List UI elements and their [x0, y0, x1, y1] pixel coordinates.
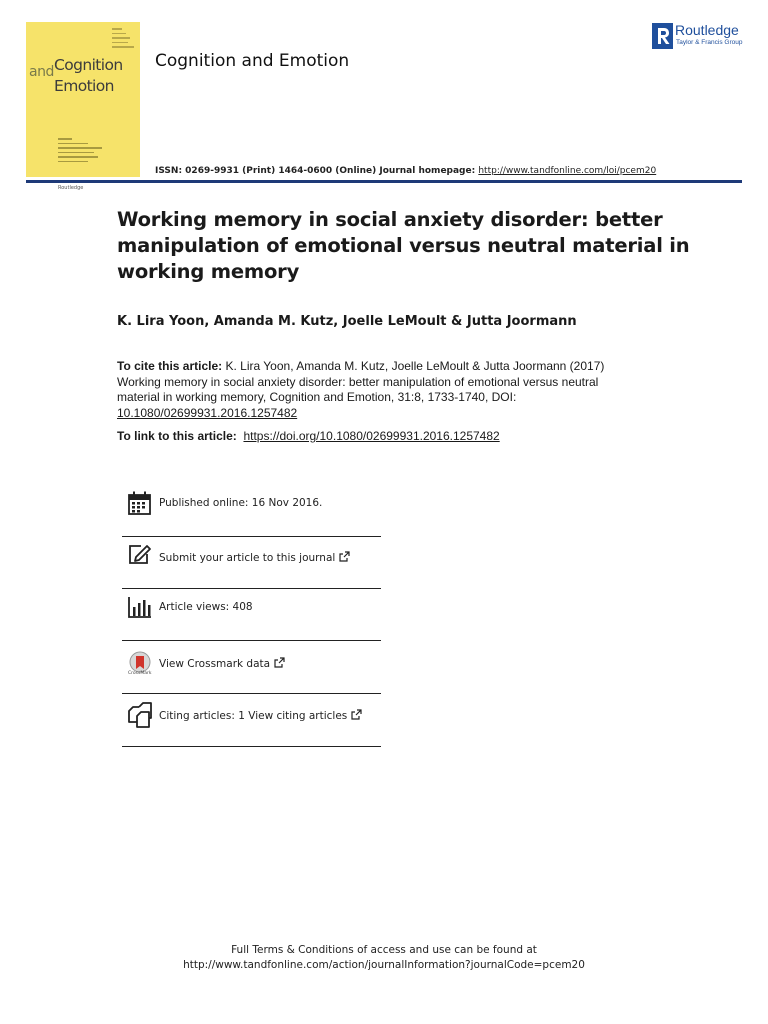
footer-terms [0, 943, 768, 973]
published-online-text: Published online: 16 Nov 2016. [159, 497, 323, 509]
crossmark-link[interactable]: View Crossmark data [159, 657, 285, 670]
issn-text: ISSN: 0269-9931 (Print) 1464-0600 (Online) Journal homepage: [155, 166, 479, 176]
bar-chart-icon [127, 594, 153, 620]
citation-block [117, 359, 637, 421]
citing-articles-row[interactable] [122, 694, 381, 746]
crossmark-row[interactable] [122, 641, 381, 693]
article-title: Working memory in social anxiety disorder: better manipulation of emotional versus neutral material in working memory [117, 208, 690, 283]
cite-doi-link[interactable]: 10.1080/02699931.2016.1257482 [117, 405, 298, 420]
article-views-row [122, 589, 381, 641]
journal-homepage-link[interactable]: http://www.tandfonline.com/loi/pcem20 [478, 166, 657, 176]
info-divider [122, 746, 381, 747]
citing-articles-icon [127, 702, 153, 728]
doi-link[interactable]: https://doi.org/10.1080/02699931.2016.1257482 [243, 429, 500, 443]
crossmark-caption: CrossMark [128, 671, 152, 676]
edit-pencil-icon [127, 542, 153, 568]
routledge-logo-name: Routledge [675, 22, 739, 38]
calendar-icon [127, 490, 153, 516]
external-link-icon [339, 551, 350, 562]
submit-article-row[interactable] [122, 537, 381, 589]
cover-small-text [112, 28, 136, 51]
article-views-text: Article views: 408 [159, 601, 253, 613]
issn-line [155, 166, 656, 176]
cover-editors-text [58, 138, 104, 165]
cover-and-word: and [29, 64, 54, 80]
published-online-row [122, 484, 381, 536]
external-link-icon [274, 657, 285, 668]
cover-publisher: Routledge [58, 185, 84, 191]
cite-text: K. Lira Yoon, Amanda M. Kutz, Joelle LeMoult & Jutta Joormann (2017) Working memory in social anxiety disorder: better manipulation of emotional versus neutral material in working memory, Cognition and Emotion, 31:8, 1733-1740, DOI: [117, 359, 605, 404]
footer-terms-url[interactable]: http://www.tandfonline.com/action/journalInformation?journalCode=pcem20 [183, 959, 585, 971]
cite-label: To cite this article: [117, 359, 223, 373]
external-link-icon [351, 709, 362, 720]
link-label: To link to this article: [117, 429, 237, 443]
journal-cover-thumbnail [26, 22, 140, 191]
article-authors: K. Lira Yoon, Amanda M. Kutz, Joelle LeMoult & Jutta Joormann [117, 314, 577, 329]
citing-articles-link[interactable]: Citing articles: 1 View citing articles [159, 709, 362, 722]
submit-article-link[interactable]: Submit your article to this journal [159, 551, 350, 564]
cover-title: Cognition Emotion [54, 56, 123, 95]
journal-name: Cognition and Emotion [155, 51, 350, 71]
footer-terms-line: Full Terms & Conditions of access and use can be found at [231, 944, 537, 956]
routledge-logo-icon [652, 23, 673, 49]
routledge-logo-tagline: Taylor & Francis Group [676, 39, 743, 46]
header-divider [26, 180, 742, 183]
link-block [117, 429, 500, 443]
